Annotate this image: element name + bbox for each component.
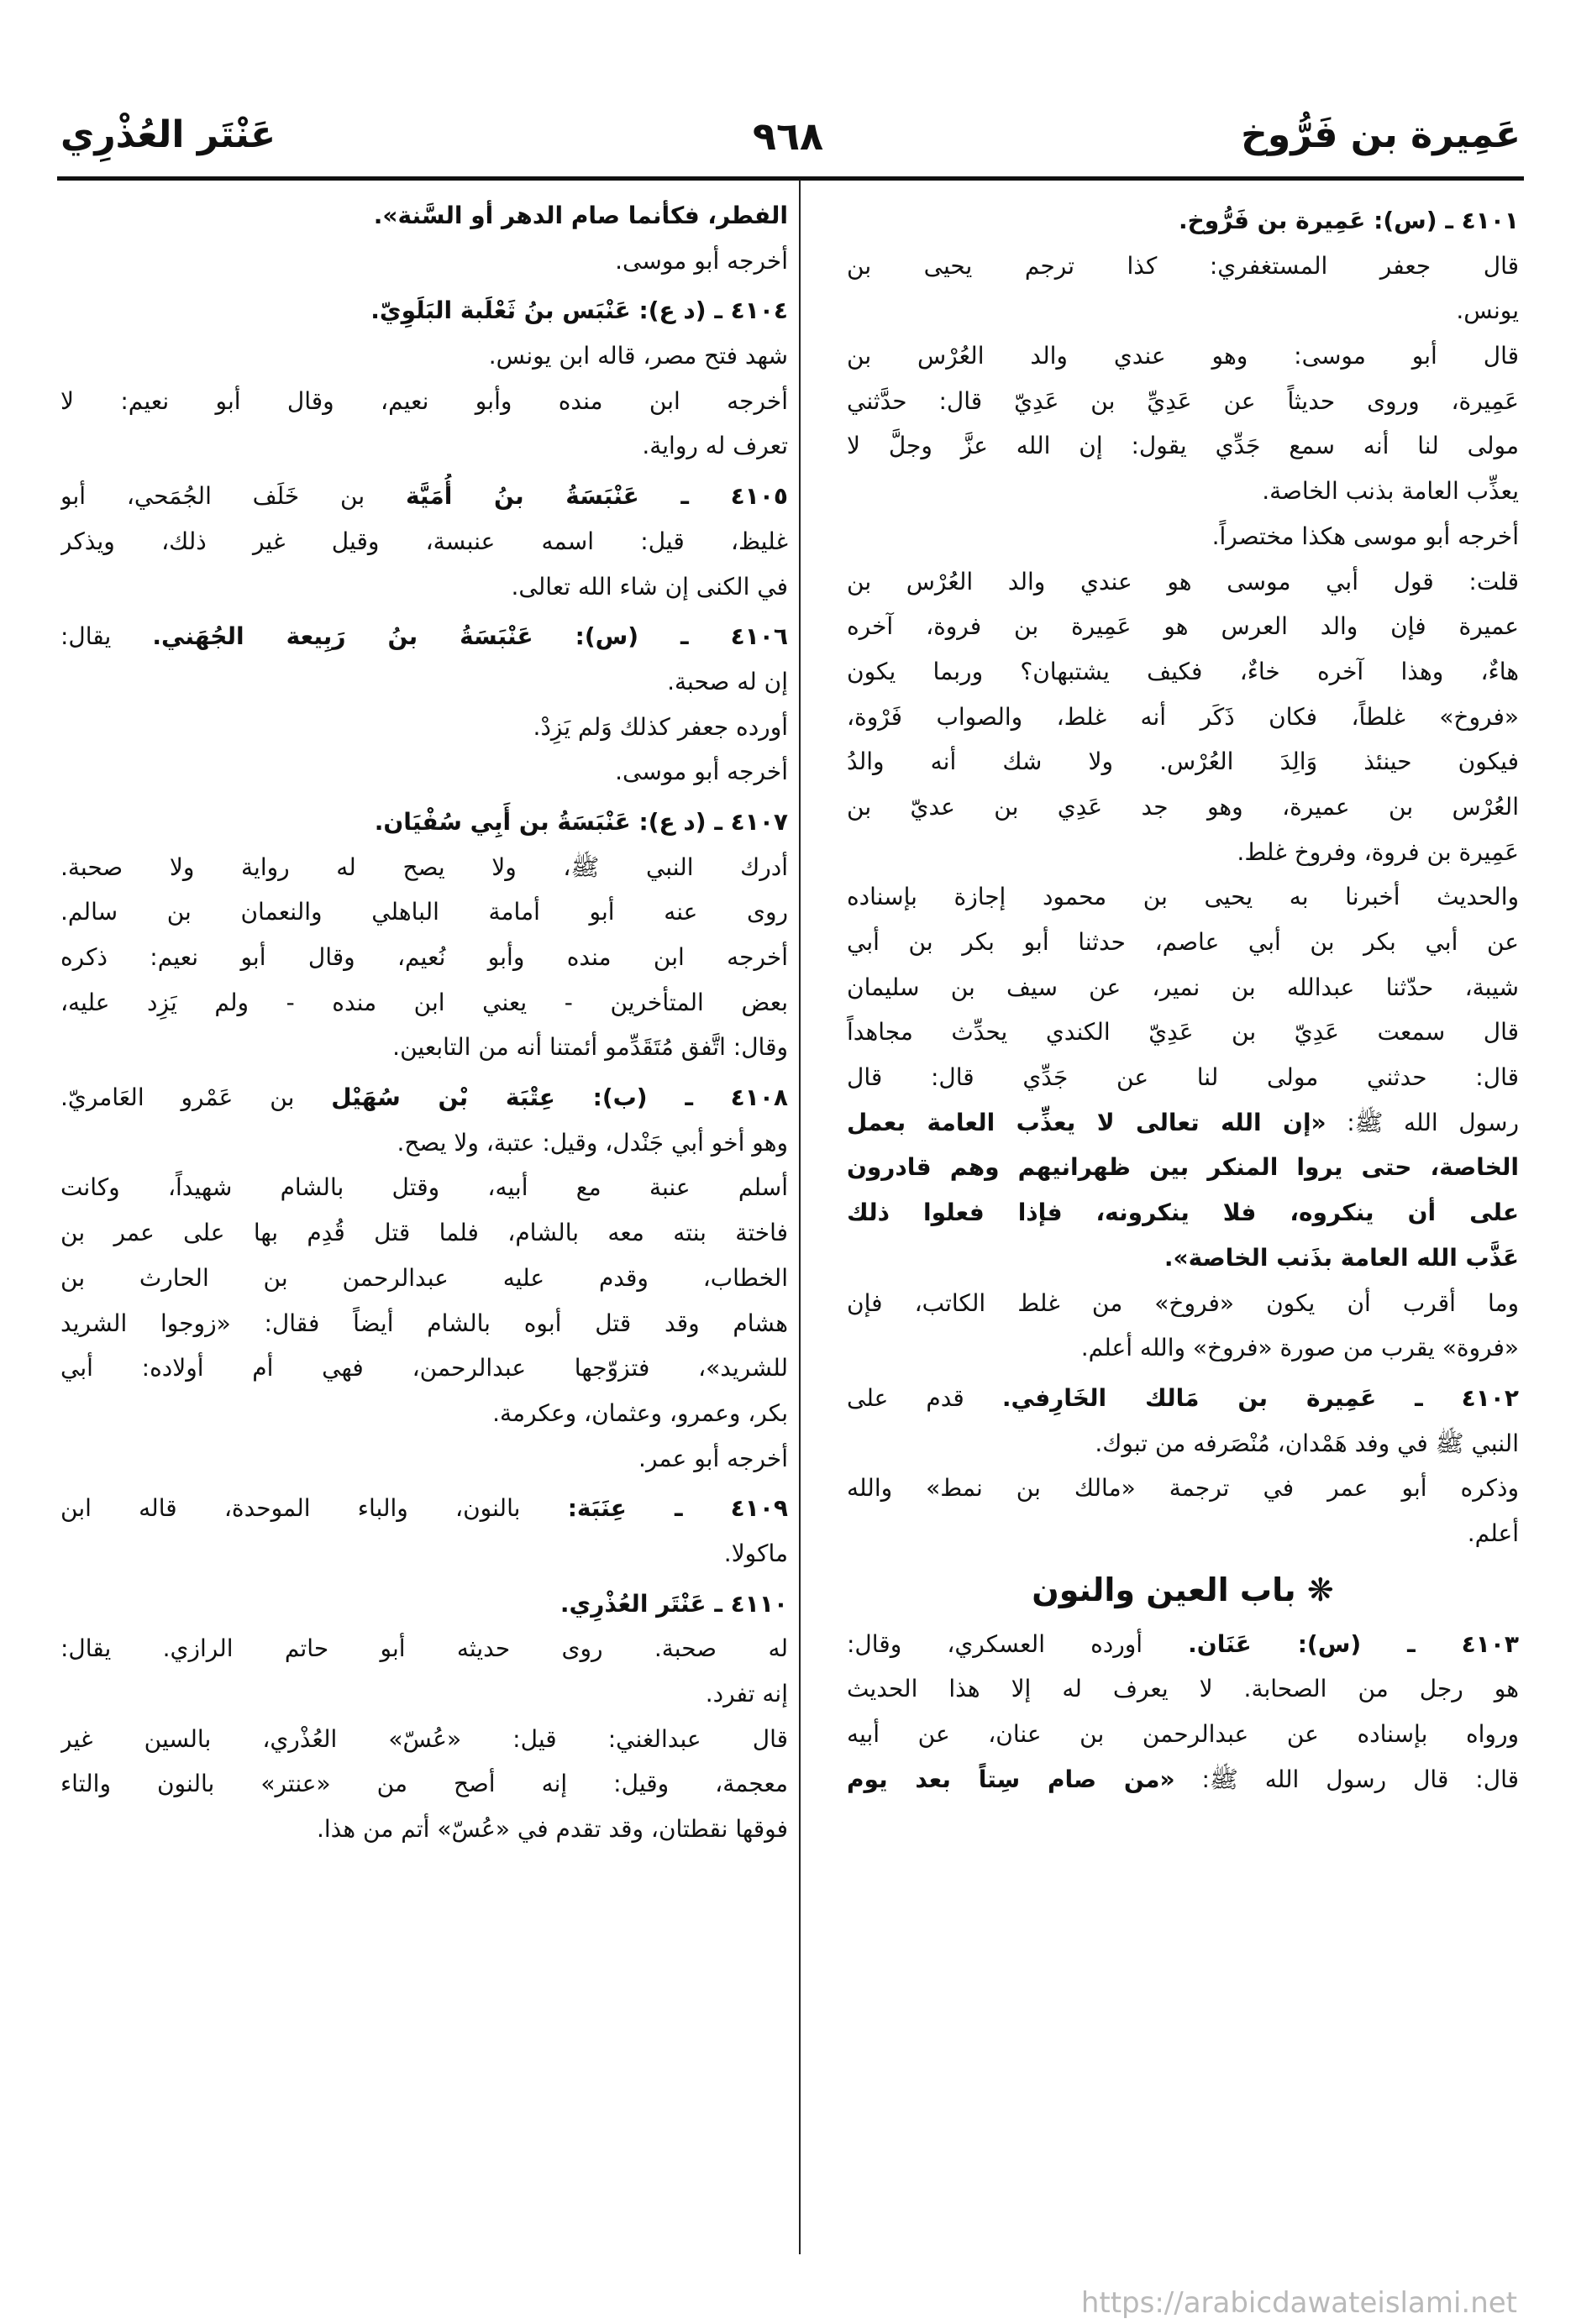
text: إن له صحبة.: [667, 667, 788, 695]
text-line: [847, 1757, 1519, 1802]
text: «فروة» يقرب من صورة «فروخ» والله أعلم.: [1080, 1334, 1519, 1362]
text: ماكولا.: [723, 1539, 788, 1567]
text: يونس.: [1456, 296, 1519, 325]
text-line: [847, 830, 1519, 875]
text-line: [847, 469, 1519, 514]
section-heading: [847, 1556, 1519, 1617]
text-line: [60, 193, 788, 239]
text-line: [847, 1466, 1519, 1511]
text-line: [847, 1190, 1519, 1235]
bold-text: ٤١٠٩ ـ عِنَبَة:: [567, 1494, 788, 1523]
text: العُرْس بن عميرة، وهو جد عَدِي بن عديّ بن: [847, 792, 1519, 821]
text: قال: قال رسول الله ﷺ:: [1174, 1765, 1519, 1793]
text: وذكره أبو عمر في ترجمة «مالك بن نمط» والله: [847, 1474, 1519, 1503]
text: وقال: اتَّفق مُتَقَدِّمو أئمتنا أنه من التابعين.: [392, 1033, 788, 1062]
text-line: [847, 423, 1519, 469]
text: شهد فتح مصر، قاله ابن يونس.: [488, 342, 788, 370]
text: يعذِّب العامة بذنب الخاصة.: [1262, 477, 1519, 506]
text-line: [60, 1391, 788, 1436]
text: قال عبدالغني: قيل: «عُسّ» العُذْري، بالسين غير: [60, 1724, 788, 1753]
text: عَمِيرة بن فروة، وفروخ غلط.: [1237, 837, 1519, 866]
text: بعض المتأخرين - يعني ابن منده - ولم يَزِد عليه،: [60, 988, 788, 1016]
bold-text: «من صام سِتاً بعد يوم: [847, 1765, 1175, 1793]
text: أورده جعفر كذلك وَلم يَزِدْ.: [533, 712, 788, 741]
text-line: [60, 1807, 788, 1852]
text-line: [847, 514, 1519, 559]
text-line: [60, 980, 788, 1026]
watermark: https://arabicdawateislami.net: [1080, 2286, 1517, 2320]
text: شيبة، حدّثنا عبدالله بن نمير، عن سيف بن سليمان: [847, 973, 1519, 1001]
text-line: [847, 1712, 1519, 1757]
text: قال أبو موسى: وهو عندي والد العُرْس بن: [847, 342, 1519, 370]
text: معجمة، وقيل: إنه أصح من «عنتر» بالنون والتاء: [60, 1770, 788, 1798]
text: قلت: قول أبي موسى هو عندي والد العُرْس بن: [847, 567, 1519, 595]
text: بن خَلَف الجُمَحي، أبو: [60, 482, 406, 511]
text-line: [847, 1100, 1519, 1146]
text: قال جعفر المستغفري: كذا ترجم يحيى بن: [847, 251, 1519, 280]
text: هو رجل من الصحابة. لا يعرف له إلا هذا الحديث: [847, 1675, 1519, 1703]
right-column: [847, 193, 1519, 1802]
text: أدرك النبي ﷺ، ولا يصح له رواية ولا صحبة.: [60, 852, 788, 881]
text: هشام وقد قتل أبوه بالشام أيضاً فقال: «زوجوا الشريد: [60, 1309, 788, 1337]
text-line: [60, 1761, 788, 1807]
bold-text: ٤١٠٨ ـ (ب): عِتْبَة بْن سُهَيْل: [331, 1083, 788, 1112]
bold-text: ٤١٠١ ـ (س): عَمِيرة بن فَرُّوخ.: [1178, 207, 1519, 234]
text-line: [60, 1531, 788, 1576]
text-line: [60, 800, 788, 845]
text-line: [847, 1145, 1519, 1190]
text: في الكنى إن شاء الله تعالى.: [511, 572, 788, 601]
text-line: [847, 1055, 1519, 1100]
bold-text: ٤١٠٤ ـ (د ع): عَنْبَس بنُ ثَعْلَبة البَلَوِيّ.: [370, 296, 788, 325]
text-line: [60, 705, 788, 750]
text-line: [847, 379, 1519, 424]
text-line: [60, 1486, 788, 1531]
text-line: [60, 1626, 788, 1671]
text-line: [847, 559, 1519, 605]
text-line: [60, 474, 788, 519]
text-line: [60, 379, 788, 424]
text: قال سمعت عَدِيّ بن عَدِيّ الكندي يحدِّث مجاهداً: [847, 1018, 1519, 1047]
column-divider: [799, 180, 801, 2254]
text-line: [60, 1210, 788, 1256]
text: أخرجه ابن منده وأبو نعيم، وقال أبو نعيم: لا: [60, 386, 788, 415]
text: أخرجه ابن منده وأبو نُعيم، وقال أبو نعيم: ذكره: [60, 943, 788, 971]
text-line: [847, 1421, 1519, 1466]
text-line: [60, 1582, 788, 1627]
bold-text: الخاصة، حتى يروا المنكر بين ظهرانيهم وهم قادرون: [847, 1153, 1519, 1182]
text: أخرجه أبو موسى.: [615, 246, 788, 275]
text: له صحبة. روى حديثه أبو حاتم الرازي. يقال:: [60, 1634, 788, 1663]
text: أعلم.: [1467, 1519, 1519, 1547]
text-line: [847, 1666, 1519, 1712]
text-line: [60, 1346, 788, 1391]
text-line: [847, 874, 1519, 920]
bold-text: «إن الله تعالى لا يعذِّب العامة بعمل: [847, 1108, 1326, 1136]
text-line: [60, 1301, 788, 1346]
text: للشريد»، فتزوّجها عبدالرحمن، فهي أم أولاده: أبي: [60, 1354, 788, 1382]
text: غليظ، قيل: اسمه عنبسة، وقيل غير ذلك، ويذكر: [60, 527, 788, 555]
text-line: [847, 1235, 1519, 1281]
text-line: [60, 1671, 788, 1717]
text: يقال:: [60, 622, 153, 651]
text: أخرجه أبو موسى هكذا مختصراً.: [1211, 522, 1519, 550]
text: رسول الله ﷺ:: [1326, 1108, 1519, 1136]
text: بكر، وعمرو، وعثمان، وعكرمة.: [492, 1398, 788, 1427]
text-line: [847, 695, 1519, 740]
text-line: [847, 1281, 1519, 1326]
text-line: [847, 333, 1519, 379]
text-line: [60, 659, 788, 705]
bold-text: ❋ باب العين والنون: [1032, 1571, 1334, 1608]
text-line: [847, 920, 1519, 965]
text-line: [60, 423, 788, 469]
text-line: [60, 1717, 788, 1762]
text-line: [60, 239, 788, 284]
text-line: [847, 784, 1519, 830]
text: فيكون حينئذ وَالِدَ العُرْس. ولا شك أنه والدُ: [847, 748, 1519, 776]
text-line: [847, 1376, 1519, 1421]
text-line: [60, 1436, 788, 1482]
text-line: [847, 1511, 1519, 1556]
text: عميرة فإن والد العرس هو عَمِيرة بن فروة، آخره: [847, 612, 1519, 641]
bold-text: ٤١٠٦ ـ (س): عَنْبَسَةُ بنُ رَبِيعة الجُهَني.: [152, 622, 788, 651]
text-line: [60, 564, 788, 610]
page-number: ٩٦٨: [752, 113, 824, 159]
text: أورده العسكري، وقال:: [847, 1629, 1189, 1658]
text-line: [847, 198, 1519, 244]
running-head-left: عَنْتَر العُذْرِي: [60, 113, 276, 156]
text-line: [60, 749, 788, 795]
text-line: [60, 519, 788, 564]
bold-text: ٤١٠٧ ـ (د ع): عَنْبَسَةُ بن أَبِي سُفْيَان.: [374, 807, 788, 836]
text: بالنون، والباء الموحدة، قاله ابن: [60, 1494, 568, 1523]
text: روى عنه أبو أمامة الباهلي والنعمان بن سالم.: [60, 898, 788, 926]
text: بن عَمْرو العَامريّ.: [60, 1083, 332, 1112]
text: ورواه بإسناده عن عبدالرحمن بن عنان، عن أبيه: [847, 1720, 1519, 1748]
text-line: [847, 244, 1519, 289]
text: أخرجه أبو موسى.: [615, 758, 788, 786]
bold-text: ٤١١٠ ـ عَنْتَر العُذْرِي.: [559, 1589, 788, 1618]
text-line: [60, 1256, 788, 1301]
text-line: [60, 1075, 788, 1120]
text: تعرف له رواية.: [642, 432, 788, 460]
text-line: [847, 739, 1519, 784]
text: هاءٌ، وهذا آخره خاءٌ، فكيف يشتبهان؟ وربما يكون: [847, 657, 1519, 685]
bold-text: الفطر، فكأنما صام الدهر أو السَّنة».: [373, 202, 788, 229]
text-line: [847, 604, 1519, 649]
bold-text: على أن ينكروه، فلا ينكرونه، فإذا فعلوا ذلك: [847, 1199, 1519, 1227]
text: فاختة بنته معه بالشام، فلما قتل قُدِم بها على عمر بن: [60, 1219, 788, 1247]
text: أسلم عنبة مع أبيه، وقتل بالشام شهيداً، وكانت: [60, 1173, 788, 1202]
text-line: [847, 288, 1519, 333]
text: عَمِيرة، وروى حديثاً عن عَدِيِّ بن عَدِيّ قال: حدَّثني: [847, 386, 1519, 415]
text-line: [60, 614, 788, 659]
text: وما أقرب أن يكون «فروخ» من غلط الكاتب، فإن: [847, 1288, 1519, 1317]
bold-text: ٤١٠٥ ـ عَنْبَسَةُ بنُ أُمَيَّة: [405, 482, 788, 511]
text-line: [60, 288, 788, 333]
text-line: [60, 845, 788, 890]
text: أخرجه أبو عمر.: [638, 1444, 788, 1472]
text-line: [847, 1325, 1519, 1371]
text: مولى لنا أنه سمع جَدِّي يقول: إن الله عزَّ وجلَّ لا: [847, 432, 1519, 460]
running-head-right: عَمِيرة بن فَرُّوخ: [1241, 113, 1521, 156]
text-line: [60, 1165, 788, 1210]
text-line: [847, 1010, 1519, 1055]
text-line: [847, 649, 1519, 695]
text: فوقها نقطتان، وقد تقدم في «عُسّ» أتم من هذا.: [316, 1815, 788, 1844]
text: قدم على: [847, 1383, 1002, 1412]
text: الخطاب، وقدم عليه عبدالرحمن بن الحارث بن: [60, 1263, 788, 1292]
text-line: [60, 935, 788, 980]
text: النبي ﷺ في وفد هَمْدان، مُنْصَرفه من تبوك.: [1095, 1429, 1519, 1457]
text-line: [847, 1622, 1519, 1667]
text: قال: حدثني مولى لنا عن جَدِّي قال: قال: [847, 1063, 1519, 1092]
text-line: [60, 1025, 788, 1070]
bold-text: ٤١٠٣ ـ (س): عَنَان.: [1188, 1629, 1519, 1658]
bold-text: ٤١٠٢ ـ عَمِيرة بن مَالك الخَارِفي.: [1001, 1383, 1519, 1412]
text-line: [60, 333, 788, 379]
text: عن أبي بكر بن أبي عاصم، حدثنا أبو بكر بن أبي: [847, 928, 1519, 956]
text: والحديث أخبرنا به يحيى بن محمود إجازة بإسناده: [847, 883, 1519, 911]
bold-text: عَذَّب الله العامة بذَنب الخاصة».: [1164, 1243, 1519, 1272]
text-line: [60, 1120, 788, 1166]
left-column: [60, 193, 788, 1852]
text: وهو أخو أبي جَنْدل، وقيل: عتبة، ولا يصح.: [397, 1128, 788, 1157]
text: إنه تفرد.: [705, 1680, 788, 1708]
text: «فروخ» غلطاً، فكان ذَكَر أنه غلط، والصواب فَرْوة،: [847, 702, 1519, 731]
header-rule: [57, 176, 1524, 181]
text-line: [60, 889, 788, 935]
text-line: [847, 965, 1519, 1010]
